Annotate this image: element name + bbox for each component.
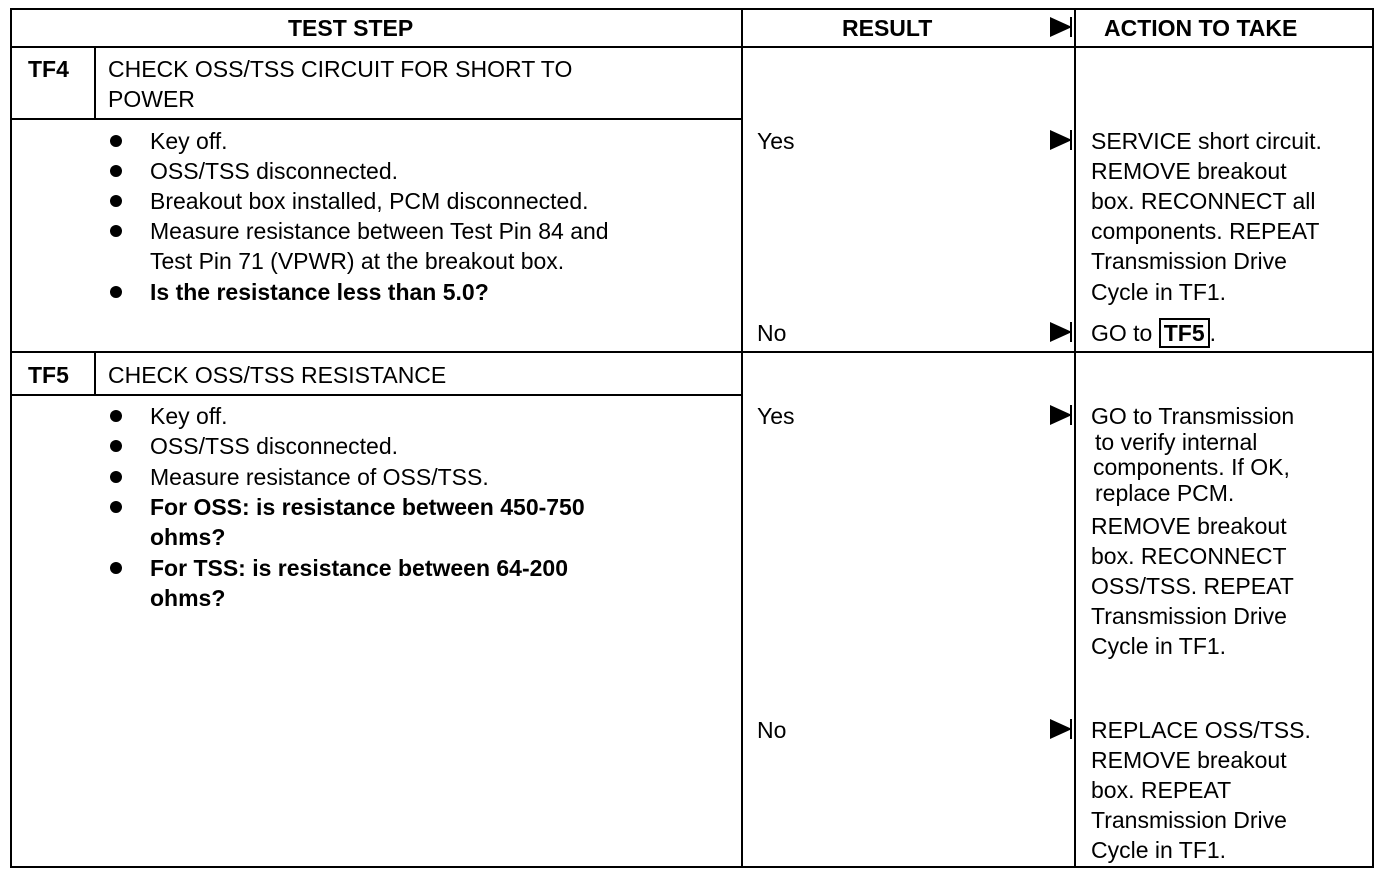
tf5-reference-link[interactable]: TF5 [1159,318,1210,348]
col-divider-result [741,8,743,868]
arrow-icon [1050,719,1072,739]
arrow-icon [1050,130,1072,150]
tf5-yes-action-7: OSS/TSS. REPEAT [1091,573,1294,599]
col-divider-action [1074,8,1076,868]
tf5-bullet-3: Measure resistance of OSS/TSS. [150,464,489,490]
tf5-no-action-4: Transmission Drive [1091,807,1287,833]
tf4-bullet-3: Breakout box installed, PCM disconnected. [150,188,589,214]
tf4-yes-action-5: Transmission Drive [1091,248,1287,274]
tf5-bullet-4-line-2: ohms? [150,524,226,550]
header-arrow-icon [1050,17,1072,37]
table-top-border [10,8,1374,10]
tf5-yes-action-6: box. RECONNECT [1091,543,1287,569]
tf5-result-yes: Yes [757,403,795,429]
header-action: ACTION TO TAKE [1104,15,1298,41]
tf5-id: TF5 [28,362,69,388]
tf5-title-bottom [10,394,743,396]
tf4-id-divider [94,46,96,120]
tf4-bullet-2: OSS/TSS disconnected. [150,158,399,184]
table-left-border [10,8,12,868]
bullet-icon [110,195,122,207]
tf5-title: CHECK OSS/TSS RESISTANCE [108,362,447,388]
header-bottom-border [10,46,1374,48]
table-bottom-border [10,866,1374,868]
tf4-no-action-prefix: GO to [1091,320,1153,346]
tf4-yes-action-6: Cycle in TF1. [1091,279,1227,305]
bullet-icon [110,225,122,237]
bullet-icon [110,471,122,483]
tf5-bullet-5-line-2: ohms? [150,585,226,611]
tf4-bullet-1: Key off. [150,128,228,154]
header-test-step: TEST STEP [288,15,414,41]
bullet-icon [110,440,122,452]
bullet-icon [110,501,122,513]
tf5-yes-action-2: to verify internal [1095,429,1258,455]
tf5-bullet-4-line-1: For OSS: is resistance between 450-750 [150,494,585,520]
tf5-bullet-5-line-1: For TSS: is resistance between 64-200 [150,555,569,581]
tf4-title-line-2: POWER [108,86,195,112]
tf5-yes-action-3: components. If OK, [1093,454,1290,480]
tf4-yes-action-1: SERVICE short circuit. [1091,128,1322,154]
tf4-title-bottom [10,118,743,120]
tf5-yes-action-4: replace PCM. [1095,480,1235,506]
tf4-no-action-suffix: . [1209,320,1217,346]
bullet-icon [110,135,122,147]
tf4-id: TF4 [28,56,69,82]
tf5-no-action-2: REMOVE breakout [1091,747,1287,773]
tf4-result-no: No [757,320,787,346]
tf5-id-divider [94,351,96,396]
arrow-icon [1050,322,1072,342]
tf4-yes-action-3: box. RECONNECT all [1091,188,1316,214]
tf5-yes-action-8: Transmission Drive [1091,603,1287,629]
tf4-yes-action-4: components. REPEAT [1091,218,1320,244]
tf4-bullet-4-line-1: Measure resistance between Test Pin 84 and [150,218,609,244]
tf5-yes-action-9: Cycle in TF1. [1091,633,1227,659]
tf5-no-action-5: Cycle in TF1. [1091,837,1227,863]
tf5-no-action-1: REPLACE OSS/TSS. [1091,717,1311,743]
header-result: RESULT [842,15,933,41]
tf4-result-yes: Yes [757,128,795,154]
tf5-no-action-3: box. REPEAT [1091,777,1232,803]
tf5-result-no: No [757,717,787,743]
row-divider-tf4-tf5 [10,351,1374,353]
bullet-icon [110,165,122,177]
tf4-yes-action-2: REMOVE breakout [1091,158,1287,184]
arrow-icon [1050,405,1072,425]
tf5-bullet-1: Key off. [150,403,228,429]
tf4-bullet-5: Is the resistance less than 5.0? [150,279,489,305]
bullet-icon [110,562,122,574]
tf5-yes-action-1: GO to Transmission [1091,403,1295,429]
tf5-bullet-2: OSS/TSS disconnected. [150,433,399,459]
tf4-bullet-4-line-2: Test Pin 71 (VPWR) at the breakout box. [150,248,565,274]
tf5-yes-action-5: REMOVE breakout [1091,513,1287,539]
tf4-no-action [1091,318,1216,348]
table-right-border [1372,8,1374,868]
tf4-title-line-1: CHECK OSS/TSS CIRCUIT FOR SHORT TO [108,56,573,82]
bullet-icon [110,410,122,422]
bullet-icon [110,286,122,298]
